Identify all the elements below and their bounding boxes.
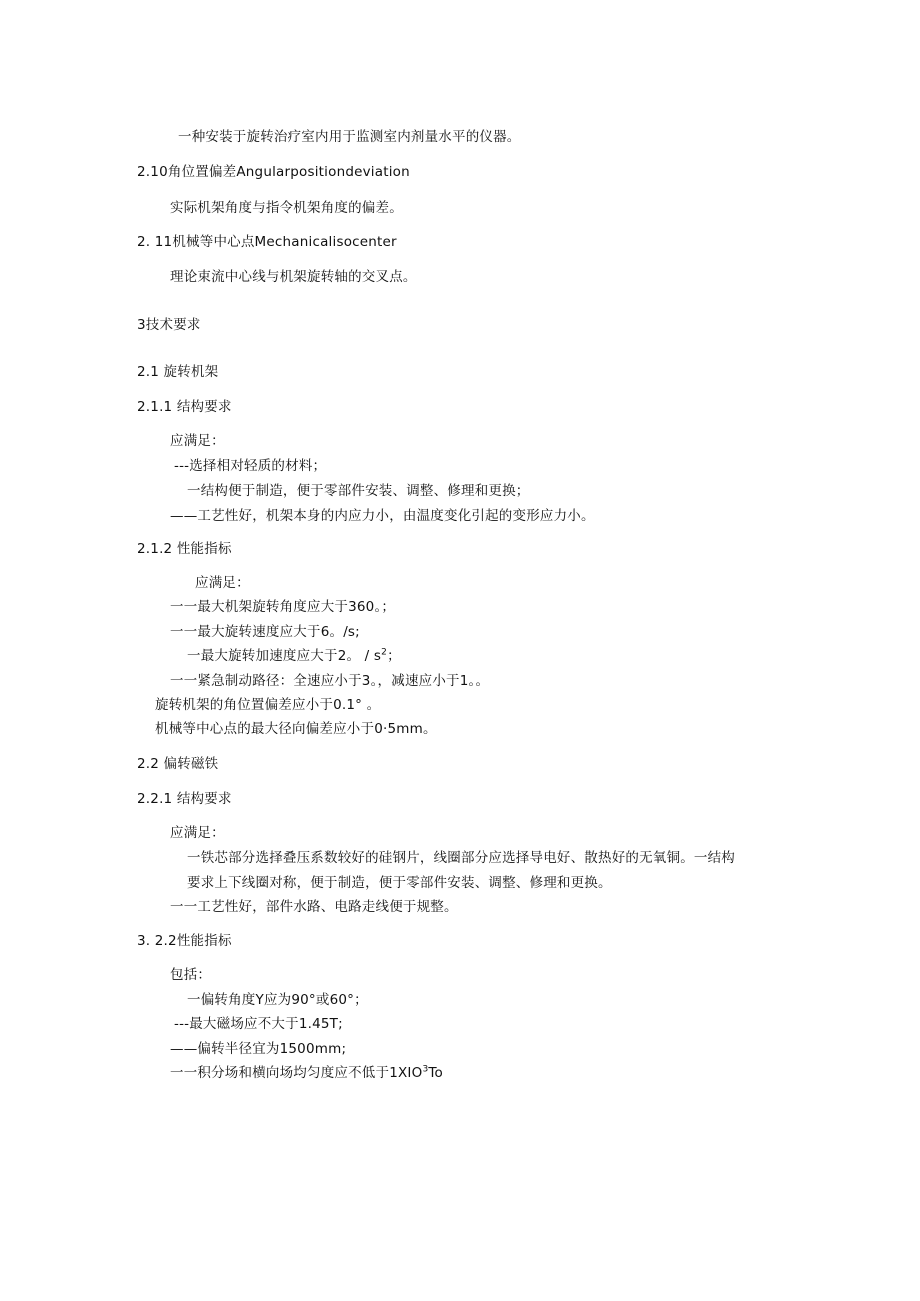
list-item-continuation: 要求上下线圈对称，便于制造，便于零部件安装、调整、修理和更换。 bbox=[187, 875, 612, 891]
list-item: ——工艺性好，机架本身的内应力小，由温度变化引起的变形应力小。 bbox=[170, 508, 595, 524]
paragraph-text: 应满足： bbox=[170, 825, 225, 841]
list-item: ---选择相对轻质的材料； bbox=[174, 458, 327, 474]
paragraph-text: 包括： bbox=[170, 967, 212, 983]
paragraph-text: 旋转机架的角位置偏差应小于0.1° 。 bbox=[155, 697, 381, 713]
definition-text: 理论束流中心线与机架旋转轴的交叉点。 bbox=[170, 269, 417, 285]
term-heading: 2. 11机械等中心点Mechanicalisocenter bbox=[137, 234, 397, 250]
paragraph-text: 机械等中心点的最大径向偏差应小于0·5mm。 bbox=[155, 721, 437, 737]
list-item bbox=[170, 1064, 443, 1082]
list-item: 一一最大旋转速度应大于6。/s; bbox=[170, 624, 360, 640]
subsection-heading: 3. 2.2性能指标 bbox=[137, 933, 232, 949]
list-item: 一偏转角度Y应为90°或60°； bbox=[187, 992, 368, 1008]
list-item: 一一最大机架旋转角度应大于360。； bbox=[170, 599, 396, 615]
section-heading: 2.2 偏转磁铁 bbox=[137, 756, 219, 772]
list-item-text: 一最大旋转加速度应大于2。 / s bbox=[187, 648, 382, 664]
definition-text: 一种安装于旋转治疗室内用于监测室内剂量水平的仪器。 bbox=[178, 129, 521, 145]
definition-text: 实际机架角度与指令机架角度的偏差。 bbox=[170, 200, 403, 216]
list-item: 一一紧急制动路径：全速应小于3。，减速应小于1。。 bbox=[170, 673, 490, 689]
list-item-text-end: To bbox=[428, 1065, 444, 1081]
list-item: 一铁芯部分选择叠压系数较好的硅钢片，线圈部分应选择导电好、散热好的无氧铜。一结构 bbox=[187, 850, 735, 866]
list-item-text-end: ； bbox=[387, 648, 401, 664]
paragraph-text: 应满足： bbox=[195, 575, 250, 591]
list-item: ---最大磁场应不大于1.45T; bbox=[174, 1016, 343, 1032]
chapter-heading: 3技术要求 bbox=[137, 317, 201, 333]
subsection-heading: 2.1.1 结构要求 bbox=[137, 399, 232, 415]
term-heading: 2.10角位置偏差Angularpositiondeviation bbox=[137, 164, 410, 180]
superscript: 3 bbox=[422, 1064, 429, 1075]
section-heading: 2.1 旋转机架 bbox=[137, 364, 219, 380]
paragraph-text: 应满足： bbox=[170, 433, 225, 449]
subsection-heading: 2.1.2 性能指标 bbox=[137, 541, 232, 557]
list-item: 一结构便于制造，便于零部件安装、调整、修理和更换； bbox=[187, 483, 530, 499]
superscript: 2 bbox=[381, 647, 388, 658]
list-item: ——偏转半径宜为1500mm; bbox=[170, 1041, 347, 1057]
list-item: 一一工艺性好，部件水路、电路走线便于规整。 bbox=[170, 899, 458, 915]
subsection-heading: 2.2.1 结构要求 bbox=[137, 791, 232, 807]
list-item bbox=[187, 647, 401, 665]
list-item-text: 一一积分场和横向场均匀度应不低于1XIO bbox=[170, 1065, 423, 1081]
